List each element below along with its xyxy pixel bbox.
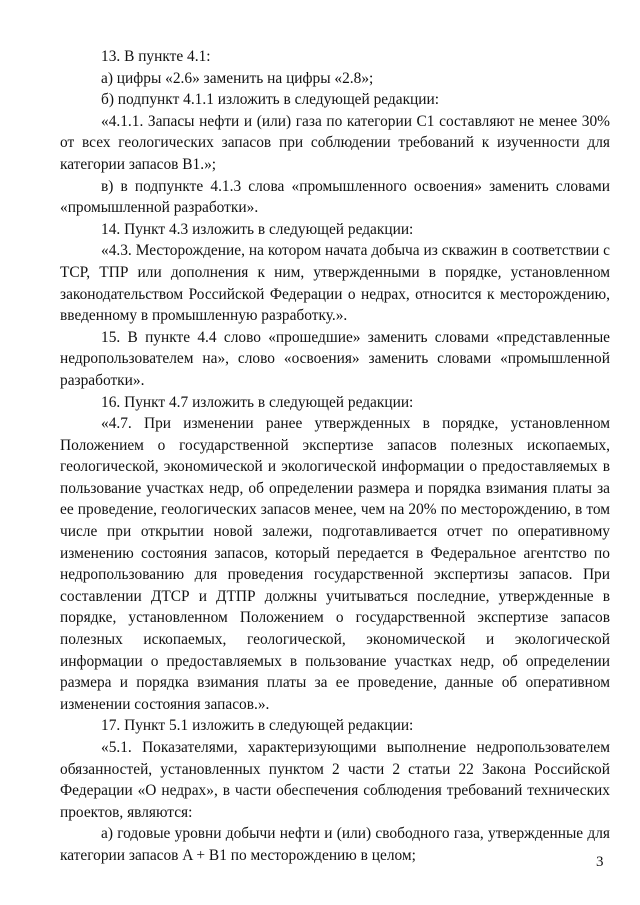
paragraph-subitem-a-5-1: а) годовые уровни добычи нефти и (или) свободного газа, утвержденные для категории запасов A + B1 по месторождению в целом; xyxy=(60,825,610,864)
paragraph-item-13-heading: 13. В пункте 4.1: xyxy=(101,48,211,65)
paragraph-quote-4-1-1: «4.1.1. Запасы нефти и (или) газа по категории C1 составляют не менее 30% от всех геологических запасов при соблюдении требований к изученности для категории запасов B1.»; xyxy=(60,112,610,173)
paragraph-item-16-heading: 16. Пункт 4.7 изложить в следующей редакции: xyxy=(101,393,414,411)
paragraph-subitem-a: а) цифры «2.6» заменить на цифры «2.8»; xyxy=(101,69,374,87)
paragraph-quote-4-7: «4.7. При изменении ранее утвержденных в порядке, установленном Положением о государственной экспертизе запасов полезных ископаемых, геологической, экономической и экологической информации о предоставляемых в пользование участках недр, об определении размера и порядка взимания платы за ее проведение, геологических запасов менее, чем на 20% по месторождению, в том числе при открытии новой залежи, подготавливается отчет по оперативному изменению состояния запасов, который передается в Федеральное агентство по недропользованию для проведения государственной экспертизы запасов. При составлении ДТСР и ДТПР должны учитываться последние, утвержденные в порядке, установленном Положением о государственной экспертизе запасов полезных ископаемых, геологической, экономической и экологической информации о предоставляемых в пользование участках недр, об определении размера и порядка взимания платы за ее проведение, данные об оперативном изменении состояния запасов.». xyxy=(60,415,610,713)
page-number: 3 xyxy=(596,854,604,870)
document-page xyxy=(60,46,610,867)
paragraph-item-14-heading: 14. Пункт 4.3 изложить в следующей редакции: xyxy=(101,220,414,238)
paragraph-quote-4-3: «4.3. Месторождение, на котором начата добыча из скважин в соответствии с ТСР, ТПР или дополнения к ним, утвержденными в порядке, установленном законодательством Российской Федерации о недрах, относится к месторождению, введенному в промышленную разработку.». xyxy=(60,242,610,325)
paragraph-quote-5-1: «5.1. Показателями, характеризующими выполнение недропользователем обязанностей, установленных пунктом 2 части 2 статьи 22 Закона Российской Федерации «О недрах», в части обеспечения соблюдения требований технических проектов, являются: xyxy=(60,739,610,821)
paragraph-subitem-v: в) в подпункте 4.1.3 слова «промышленного освоения» заменить словами «промышленной разработки». xyxy=(60,177,610,217)
paragraph-subitem-b: б) подпункт 4.1.1 изложить в следующей редакции: xyxy=(101,91,440,109)
paragraph-item-15: 15. В пункте 4.4 слово «прошедшие» заменить словами «представленные недропользователем на», слово «освоения» заменить словами «промышленной разработки». xyxy=(60,328,610,389)
paragraph-item-17-heading: 17. Пункт 5.1 изложить в следующей редакции: xyxy=(101,717,414,735)
